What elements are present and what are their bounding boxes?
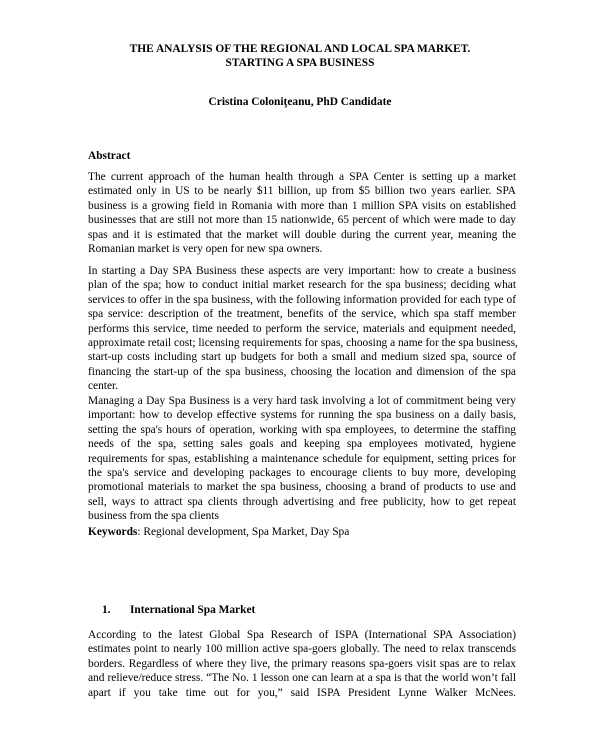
text-line: businesses that are still not more than 15 nationwide, 65 percent of which were made to day (88, 214, 516, 227)
text-line: apart if you take time out for you,” said ISPA President Lynne Walker McNees. (88, 686, 516, 699)
author-name: Cristina Coloniţeanu, PhD Candidate (208, 96, 392, 108)
section-title: International Spa Market (130, 604, 256, 616)
text-line: important: how to develop effective systems for running the spa business on a daily basis, (88, 409, 516, 422)
text-line: performs this service, time needed to perform the service, materials and equipment needed, (88, 322, 516, 335)
keywords-line (88, 526, 349, 538)
text-line: business is a growing field in Romania with more than 1 million SPA visits on established (88, 199, 516, 212)
text-line: spa service: description of the treatment, benefits of the service, which spa staff member (88, 308, 516, 321)
text-line: financing the start-up of the spa business, choosing the location and dimension of the spa (88, 365, 516, 378)
title-line-2: STARTING A SPA BUSINESS (225, 57, 375, 69)
text-line: services to offer in the spa business, with the following information provided for each type of (88, 293, 516, 306)
keywords-text: : Regional development, Spa Market, Day Spa (137, 526, 350, 538)
section-number: 1. (102, 604, 111, 616)
text-line: borders. Regardless of where they live, the primary reasons spa-goers visit spas are to relax (88, 657, 516, 670)
text-line: spas and it is estimated that the market will double during the current year, meaning the (88, 228, 516, 241)
text-line: start-up costs including start up budgets for both a small and medium sized spa, source of (88, 351, 516, 364)
keywords-label: Keywords (88, 526, 138, 538)
text-line: the spa's service and developing packages to encourage clients to buy more, developing (88, 467, 516, 480)
paper-title (0, 42, 600, 70)
abstract-heading: Abstract (88, 150, 131, 162)
text-line: approximate retail cost; licensing requirements for spas, choosing a name for the spa business, (88, 337, 518, 350)
text-line: needs of the spa, setting sales goals and keeping spa employees motivated, hygiene (88, 438, 516, 451)
text-line: promotional materials to market the spa business, choosing a brand of products to use and (88, 481, 516, 494)
text-line: According to the latest Global Spa Research of ISPA (International SPA Association) (88, 629, 516, 641)
text-line: center. (88, 380, 119, 393)
text-line: sell, ways to attract spa clients through advertising and free publicity, how to get repeat (88, 495, 516, 508)
text-line: estimates point to nearly 100 million active spa-goers globally. The need to relax transcends (88, 643, 516, 656)
abstract-paragraph-3 (88, 394, 516, 524)
text-line: business from the spa clients (88, 510, 219, 523)
text-line: Managing a Day Spa Business is a very hard task involving a lot of commitment being very (88, 395, 516, 407)
text-line: setting the spa's hours of operation, working with spa employees, to determine the staffing (88, 423, 516, 436)
text-line: Romanian market is very open for new spa owners. (88, 243, 323, 256)
text-line: and relieve/reduce stress. “The No. 1 lesson one can learn at a spa is that the world won’t fall (88, 672, 516, 685)
text-line: estimated only in US to be nearly $11 billion, up from $5 billion two years earlier. SPA (88, 185, 516, 198)
section-heading (102, 604, 255, 616)
text-line: requirements for spas, establishing a maintenance schedule for equipment, setting prices for (88, 452, 516, 465)
section-1-paragraph (88, 628, 516, 700)
text-line: The current approach of the human health through a SPA Center is setting up a market (88, 171, 516, 183)
text-line: In starting a Day SPA Business these aspects are very important: how to create a business (88, 265, 516, 277)
text-line: plan of the spa; how to conduct initial market research for the spa business; deciding what (88, 279, 516, 292)
title-line-1: THE ANALYSIS OF THE REGIONAL AND LOCAL SPA MARKET. (129, 43, 471, 55)
abstract-paragraph-2 (88, 264, 516, 394)
abstract-paragraph-1 (88, 170, 516, 256)
